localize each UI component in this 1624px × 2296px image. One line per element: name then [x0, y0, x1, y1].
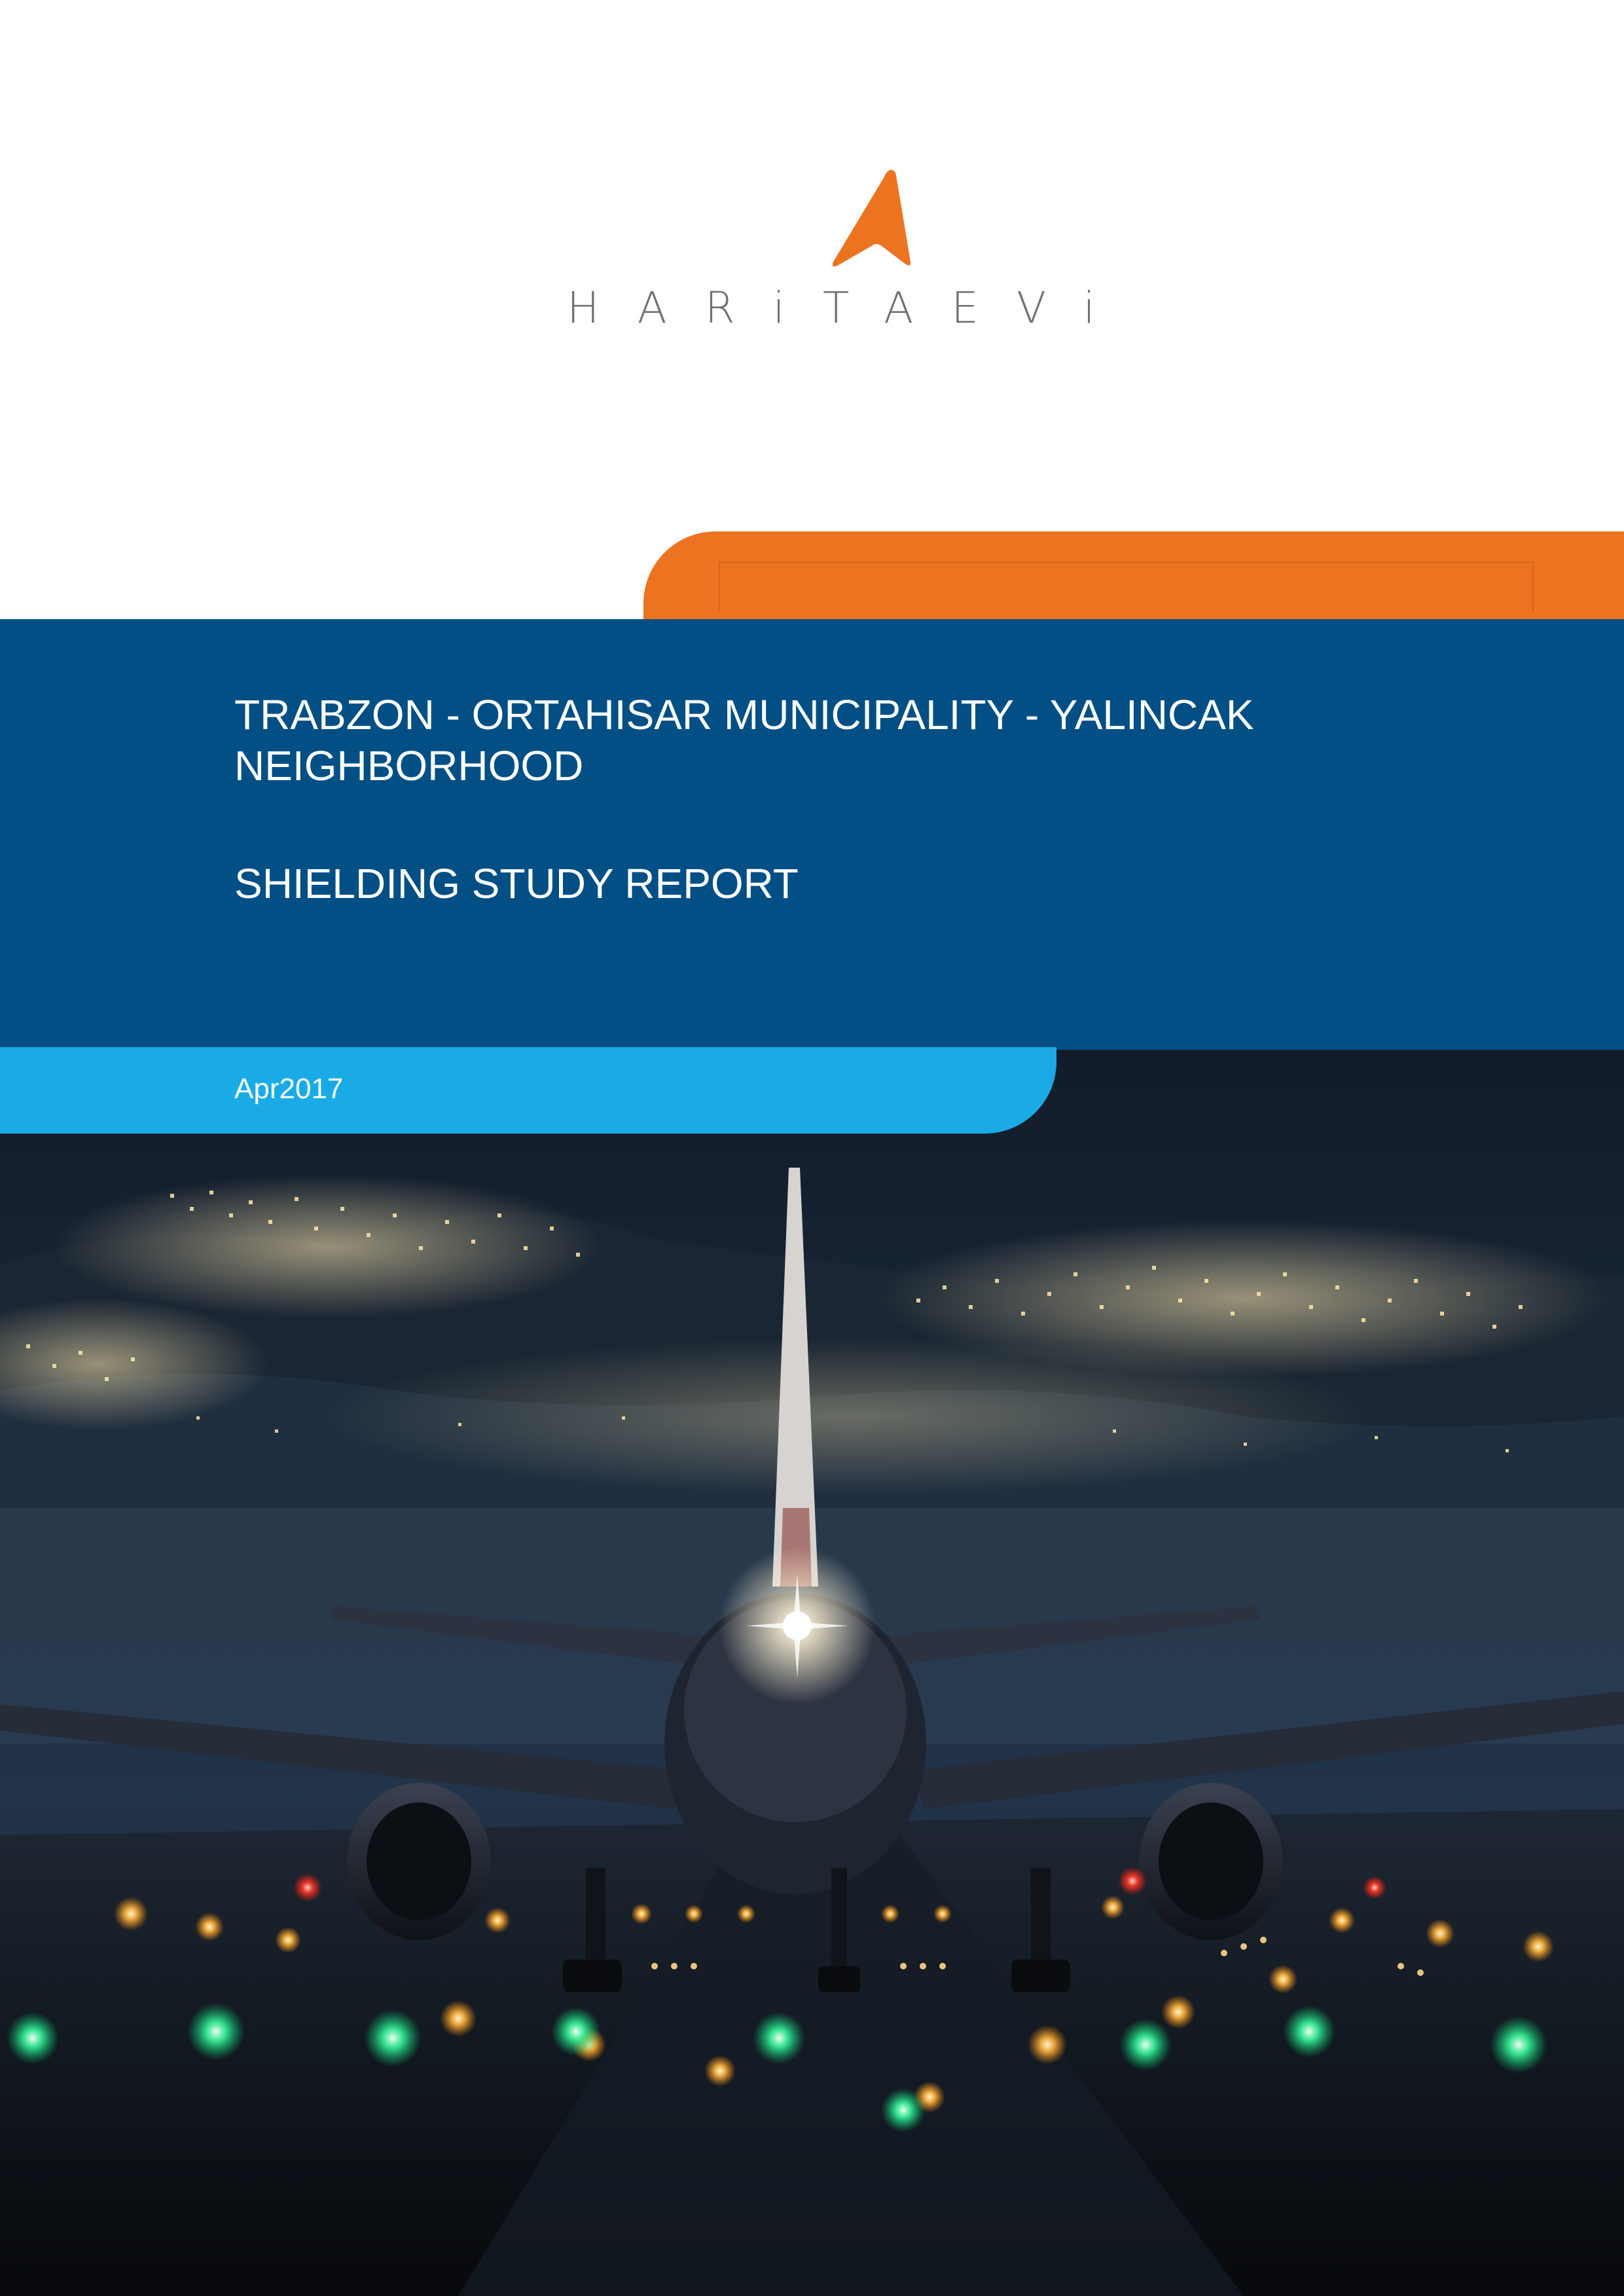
report-title-line-2: NEIGHBORHOOD — [234, 742, 584, 789]
orange-tab-outline — [719, 562, 1534, 611]
title-band — [0, 619, 1624, 1050]
report-title-line-1: TRABZON - ORTAHISAR MUNICIPALITY - YALINCAK — [234, 691, 1254, 738]
report-subtitle: SHIELDING STUDY REPORT — [234, 860, 799, 907]
logo-wordmark: HARiTAEVi — [566, 283, 1134, 333]
date-tab — [0, 1047, 1056, 1134]
cover-photo-airplane-night-runway — [0, 1050, 1624, 2296]
orange-arrowhead-icon — [827, 169, 912, 267]
report-date: Apr2017 — [234, 1073, 344, 1105]
